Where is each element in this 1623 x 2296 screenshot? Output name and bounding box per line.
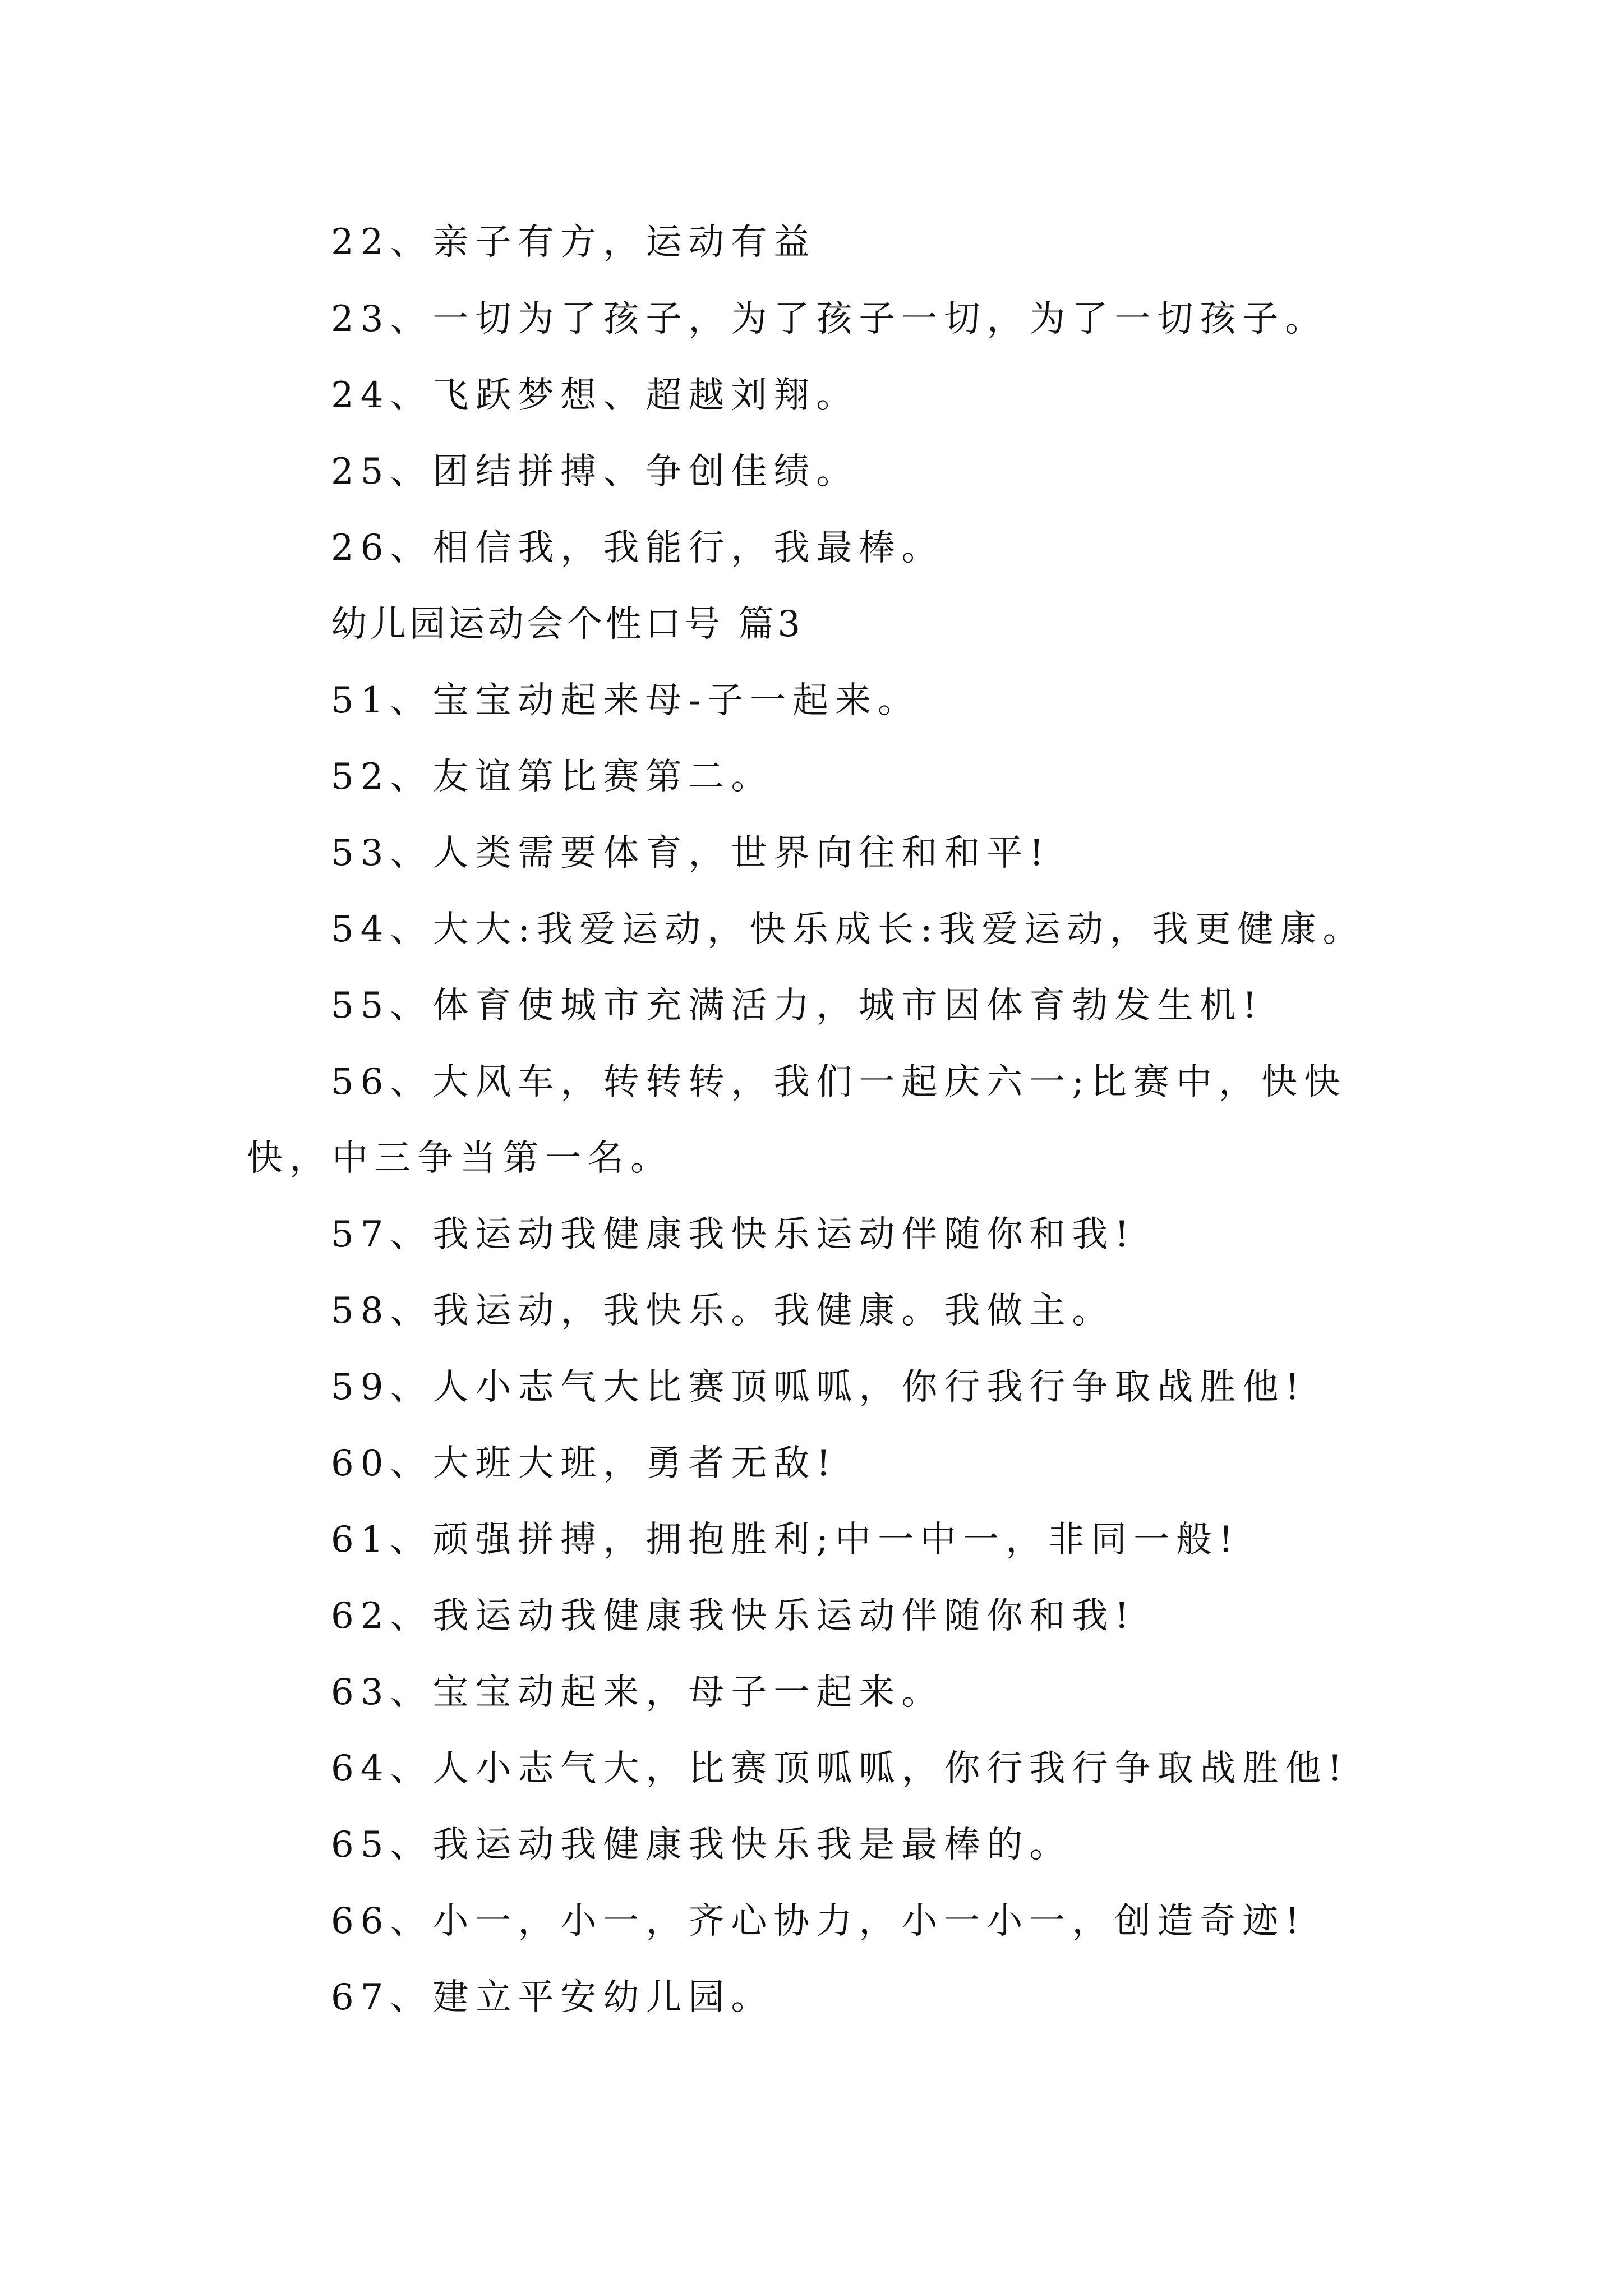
slogan-59: 59、人小志气大比赛顶呱呱，你行我行争取战胜他!: [331, 1366, 1307, 1408]
slogan-56-continued: 快，中三争当第一名。: [247, 1138, 673, 1179]
section-heading: 幼儿园运动会个性口号 篇3: [331, 604, 804, 645]
slogan-58: 58、我运动，我快乐。我健康。我做主。: [331, 1290, 1115, 1332]
slogan-67: 67、建立平安幼儿园。: [331, 1977, 774, 2018]
slogan-60: 60、大班大班，勇者无敌!: [331, 1443, 838, 1484]
slogan-61: 61、顽强拼搏，拥抱胜利;中一中一，非同一般!: [331, 1519, 1240, 1561]
slogan-62: 62、我运动我健康我快乐运动伴随你和我!: [331, 1595, 1136, 1637]
slogan-56: 56、大风车，转转转，我们一起庆六一;比赛中，快快: [331, 1061, 1347, 1103]
slogan-57: 57、我运动我健康我快乐运动伴随你和我!: [331, 1214, 1136, 1255]
slogan-54: 54、大大:我爱运动，快乐成长:我爱运动，我更健康。: [331, 909, 1366, 950]
slogan-53: 53、人类需要体育，世界向往和和平!: [331, 832, 1051, 874]
slogan-63: 63、宝宝动起来，母子一起来。: [331, 1672, 944, 1713]
slogan-25: 25、团结拼搏、争创佳绩。: [331, 451, 859, 493]
slogan-55: 55、体育使城市充满活力，城市因体育勃发生机!: [331, 985, 1264, 1027]
slogan-26: 26、相信我，我能行，我最棒。: [331, 527, 944, 569]
slogan-66: 66、小一，小一，齐心协力，小一小一，创造奇迹!: [331, 1901, 1307, 1942]
slogan-24: 24、飞跃梦想、超越刘翔。: [331, 375, 859, 416]
slogan-65: 65、我运动我健康我快乐我是最棒的。: [331, 1824, 1072, 1866]
slogan-52: 52、友谊第比赛第二。: [331, 756, 774, 798]
slogan-51: 51、宝宝动起来母-子一起来。: [331, 680, 921, 721]
slogan-64: 64、人小志气大，比赛顶呱呱，你行我行争取战胜他!: [331, 1748, 1349, 1789]
slogan-23: 23、一切为了孩子，为了孩子一切，为了一切孩子。: [331, 298, 1328, 340]
slogan-22: 22、亲子有方，运动有益: [331, 222, 817, 263]
